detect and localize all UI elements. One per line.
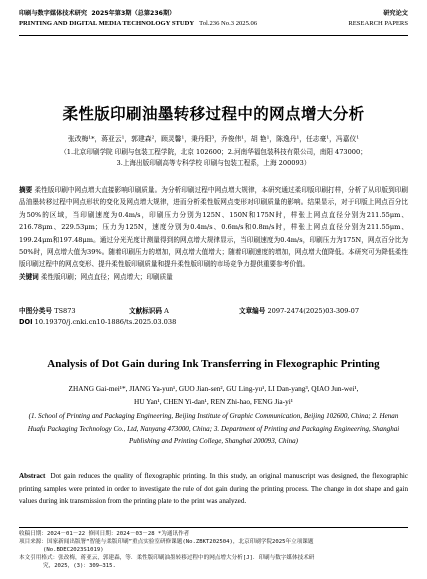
authors-cn: 张改梅¹*，蒋亚云¹，郭建森²，顾灵馨¹，秉丹阳³，乔俊伟¹，胡 艳¹，陈逸丹¹，任志豪¹，冯嘉仪¹ xyxy=(67,135,360,143)
citation-line-1: 本文引用格式：张改梅，蒋亚云，郭建森，等．柔性版印刷油墨转移过程中的网点增大分析[J]．印刷与数字媒体技术研 xyxy=(19,555,315,562)
journal-name-en: PRINTING AND DIGITAL MEDIA TECHNOLOGY STUDY Tol.236 No.3 2025.06 xyxy=(19,20,258,27)
abstract-en xyxy=(19,470,408,508)
received-dates: 收稿日期：2024－01－22 修回日期：2024－03－28 *为通讯作者 xyxy=(19,531,190,537)
doi-row xyxy=(19,318,408,326)
footnotes xyxy=(19,527,408,570)
section-label-en: RESEARCH PAPERS xyxy=(348,20,408,27)
keywords-cn-label: 关键词 xyxy=(19,272,39,281)
funding-line-1: 项目来源：国家新闻出版署“智能与柔版印刷”重点实验室研修课题(No.ZBKT202504)，北京印刷学院2025年立项课题 xyxy=(19,539,314,546)
authors-en-line-2: HU Yan¹, CHEN Yi-dan¹, REN Zhi-hao, FENG Jia-yi¹ xyxy=(134,396,293,406)
abstract-cn-text: 柔性版印刷中网点增大直接影响印刷质量。为分析印刷过程中网点增大规律，本研究通过柔印版印刷打样，分析了从印版到印刷品油墨转移过程中网点形状的变化及网点增大规律，进而分析柔性版网点变形对印刷质量的影响。结果显示，对于印版上网点百分比为50%的区域，当印刷速度为0.4m/s，印刷压力分别为125N、150N和175N时，样张上网点直径分别为211.55μm、216.78μm、229.53μm；压力为125N，速度分别为0.4m/s、0.6m/s和0.8m/s时，样张上网点直径分别为211.55μm、199.24μm和197.48μm。通过分光光度计测量得到的网点增大规律显示，当印刷速度为0.4m/s，印刷压力为175N，网点百分比为50%时，网点增大值为39%。随着印刷压力的增加，网点增大值增大；随着印刷速度的增加，网点增大值降低。本研究可为降低柔性版印刷过程中的网点变形、提升柔性版印刷质量和提升柔性版印刷的市场竞争力提供重要参考价值。 xyxy=(19,186,409,269)
doi-value[interactable]: 10.19370/j.cnki.cn10-1886/ts.2025.03.038 xyxy=(34,318,177,326)
authors-en-line-1: ZHANG Gai-mei¹*, JIANG Ya-yun¹, GUO Jian-sen², GU Ling-yu¹, LI Dan-yang³, QIAO Jun-wei¹, xyxy=(68,384,359,393)
keywords-cn-text: 柔性版印刷；网点直径；网点增大；印刷质量 xyxy=(40,272,173,281)
authors-en xyxy=(19,383,408,409)
funding-line-2: (No.BDEC2023S1019) xyxy=(43,547,104,554)
abstract-cn-label: 摘要 xyxy=(19,186,33,194)
section-label-cn: 研究论文 xyxy=(383,10,408,17)
clc-number: 中图分类号 TS873 xyxy=(19,307,76,315)
journal-name-cn: 印刷与数字媒体技术研究 2025年第3期（总第236期） xyxy=(19,10,176,17)
abstract-en-label: Abstract xyxy=(19,472,46,480)
doi-label: DOI xyxy=(19,318,33,326)
abstract-en-text: Dot gain reduces the quality of flexographic printing. In this study, an original manuscript was designed, the flexographic printing samples were printed in order to investigate the rule of dot gain during the printing process. The change in dot shape and gain values during ink transmission from the printing plate to the print was analyzed. xyxy=(19,472,408,506)
document-code: 文献标识码 A xyxy=(129,307,169,315)
affiliation-cn xyxy=(19,147,408,169)
classification-row xyxy=(19,305,408,315)
journal-header xyxy=(19,8,408,36)
abstract-cn xyxy=(19,184,408,283)
citation-line-2: 究，2025，(3)：309—315. xyxy=(43,563,116,570)
affiliation-en: (1. School of Printing and Packaging Engineering, Beijing Institute of Graphic Communication, Beijing 102600, China; 2. Henan Huafu Packaging Technology Co., Ltd, Nanyang 473000, China; 3. Department of Printing and Packaging Engineering, Shanghai Publishing and Printing College, Shanghai 200093, China) xyxy=(27,412,400,445)
affiliation-cn-line-2: 3.上海出版印刷高等专科学校 印刷与包装工程系，上海 200093） xyxy=(116,159,311,167)
article-number: 文章编号 2097-2474(2025)03-309-07 xyxy=(239,307,360,315)
paper-title-en: Analysis of Dot Gain during Ink Transferring in Flexographic Printing xyxy=(47,358,380,370)
affiliation-cn-line-1: （1.北京印刷学院 印刷与包装工程学院，北京 102600；2.河南华福包装科技有限公司，南阳 473000； xyxy=(60,148,367,156)
paper-title-cn: 柔性版印刷油墨转移过程中的网点增大分析 xyxy=(62,105,365,123)
